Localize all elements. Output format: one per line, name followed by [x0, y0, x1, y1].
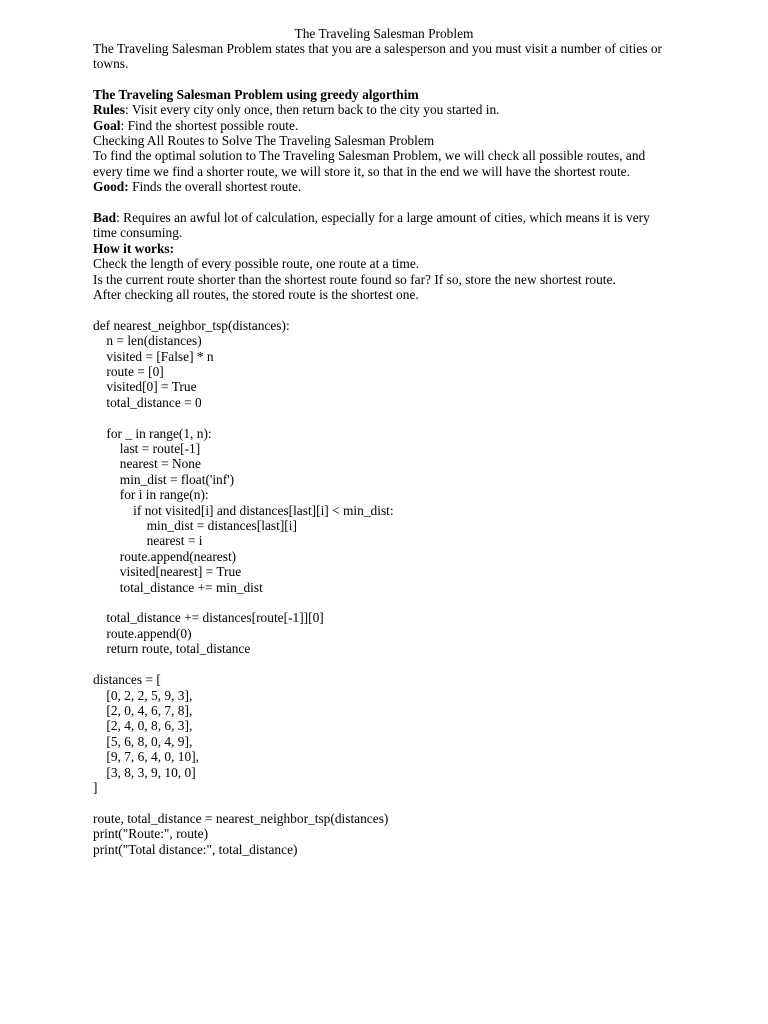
blank-line: [93, 71, 663, 86]
good-text: Finds the overall shortest route.: [128, 179, 302, 195]
greedy-heading: The Traveling Salesman Problem using greedy algorthim: [93, 86, 419, 102]
good-label: Good:: [93, 179, 129, 195]
rules-label: Rules: [93, 102, 125, 118]
page-title: The Traveling Salesman Problem: [294, 26, 474, 41]
good-line: [93, 179, 663, 194]
how-line: Is the current route shorter than the shortest route found so far? If so, store the new shortest route.: [93, 271, 616, 287]
rules-line: [93, 102, 663, 117]
checking-paragraph: To find the optimal solution to The Traveling Salesman Problem, we will check all possible routes, and every time we find a shorter route, we will store it, so that in the end we will have the shortest route.: [93, 148, 646, 179]
goal-label: Goal: [93, 117, 121, 133]
intro-paragraph: The Traveling Salesman Problem states that you are a salesperson and you must visit a number of cities or towns.: [93, 40, 662, 71]
bad-label: Bad: [93, 209, 117, 225]
how-line: After checking all routes, the stored route is the shortest one.: [93, 286, 419, 302]
how-line: Check the length of every possible route, one route at a time.: [93, 256, 420, 272]
bad-text: : Requires an awful lot of calculation, especially for a large amount of cities, which means it is very time consuming.: [93, 209, 650, 241]
blank-line: [93, 195, 663, 210]
blank-line: [93, 302, 663, 317]
document-body: [93, 41, 663, 857]
goal-text: : Find the shortest possible route.: [120, 117, 299, 133]
code-block: def nearest_neighbor_tsp(distances): n = len(distances) visited = [False] * n route = [0] visited[0] = True total_distance = 0 for _ in range(1, n): last = route[-1] nearest = None min_dist = float('inf') for i in range(n): if not visited[i] and distances[last][i] < min_dist: min_dist = distances[last][i] nearest = i route.append(nearest) visited[nearest] = True total_distance += min_dist total_distance += distances[route[-1]][0] route.append(0) return route, total_distance distances = [ [0, 2, 2, 5, 9, 3], [2, 0, 4, 6, 7, 8], [2, 4, 0, 8, 6, 3], [5, 6, 8, 0, 4, 9], [9, 7, 6, 4, 0, 10], [3, 8, 3, 9, 10, 0] ] route, total_distance = nearest_neighbor_tsp(distances) print("Route:", route) print("Total distance:", total_distance): [93, 317, 394, 857]
how-heading: How it works:: [93, 240, 175, 256]
bad-paragraph: [93, 210, 663, 241]
goal-line: [93, 118, 663, 133]
rules-text: : Visit every city only once, then return back to the city you started in.: [125, 102, 500, 118]
checking-heading: Checking All Routes to Solve The Traveling Salesman Problem: [93, 132, 435, 148]
